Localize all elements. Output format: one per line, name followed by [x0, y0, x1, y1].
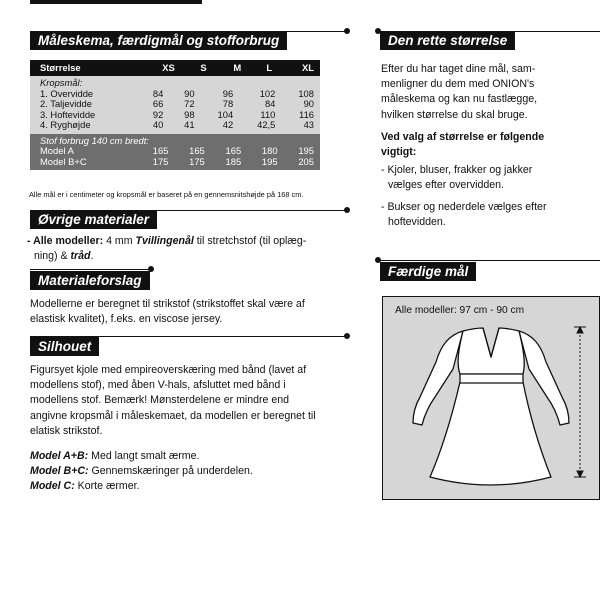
rule-dot — [344, 207, 350, 213]
table-row: Model A 165 165 165 180 195 — [40, 145, 314, 156]
size-col: L — [266, 61, 273, 73]
right-size-header: Den rette størrelse — [380, 31, 515, 50]
body-measure-block — [30, 76, 320, 134]
material-suggestion-header: Materialeforslag — [30, 271, 150, 290]
dress-icon — [383, 297, 599, 499]
body-heading: Kropsmål: — [40, 77, 83, 88]
size-col: M — [233, 61, 242, 73]
rule-dot — [344, 333, 350, 339]
fabric-heading: Stof forbrug 140 cm bredt: — [40, 134, 149, 146]
section-rule — [378, 260, 600, 261]
dress-illustration-box — [382, 296, 600, 500]
model-list — [30, 449, 360, 495]
silhouette-header: Silhouet — [30, 337, 99, 356]
table-row: Model B+C 175 175 185 195 205 — [40, 155, 314, 167]
material-suggestion-text: Modellerne er beregnet til strikstof (strikstoffet skal være af elastisk kvalitet), f.eks. en viscose jersey. — [30, 298, 305, 326]
other-materials-header: Øvrige materialer — [30, 210, 157, 229]
bullet-trousers: - Bukser og nederdele vælges efter hoftevidden. — [381, 201, 547, 229]
bullet-jackets: - Kjoler, bluser, frakker og jakker vælges efter overvidden. — [381, 164, 533, 192]
list-item: Model B+C: Gennemskæringer på underdelen. — [30, 465, 253, 478]
list-item: Model C: Korte ærmer. — [30, 480, 140, 493]
size-table-top — [30, 60, 320, 76]
finished-caption: Alle modeller: 97 cm - 90 cm — [395, 305, 525, 316]
top-bar — [30, 0, 202, 4]
size-col: XS — [162, 61, 175, 73]
size-col: S — [200, 61, 207, 73]
section-rule — [30, 269, 150, 270]
choice-heading: Ved valg af størrelse er følgende vigtigt: — [381, 131, 545, 159]
right-size-text: Efter du har taget dine mål, sam- menligner du dem med ONION's måleskema og kan nu fastlægge, hvilken størrelse du skal bruge. — [381, 63, 538, 121]
table-row: 1. Overvidde 84 90 96 102 108 — [40, 87, 314, 99]
finished-header: Færdige mål — [380, 262, 476, 281]
size-table — [30, 60, 320, 170]
rule-dot — [344, 28, 350, 34]
measurement-header: Måleskema, færdigmål og stofforbrug — [30, 31, 287, 50]
table-row: 3. Hoftevidde 92 98 104 110 116 — [40, 108, 314, 120]
table-row: 4. Ryghøjde 40 41 42 42,5 43 — [40, 119, 314, 130]
size-col: XL — [302, 61, 314, 73]
other-materials-text: - Alle modeller: 4 mm Tvillingenål til stretchstof (til oplæg- ning) & tråd. — [27, 235, 307, 263]
footnote: Alle mål er i centimeter og kropsmål er baseret på en gennemsnitshøjde på 168 cm. — [29, 190, 304, 199]
silhouette-text: Figursyet kjole med empireoverskæring med bånd (lavet af modellens stof), med åben V-hals, afsluttet med bånd i modellens stof. Bemærk! Mønsterdelene er mindre end angivne kropsmål i måleskemaet, da modellen er beregnet til elatisk strikstof. — [30, 364, 316, 437]
table-row: 2. Taljevidde 66 72 78 84 90 — [40, 98, 314, 109]
fabric-block — [30, 134, 320, 171]
list-item: Model A+B: Med langt smalt ærme. — [30, 450, 200, 462]
size-label: Størrelse — [40, 61, 81, 73]
